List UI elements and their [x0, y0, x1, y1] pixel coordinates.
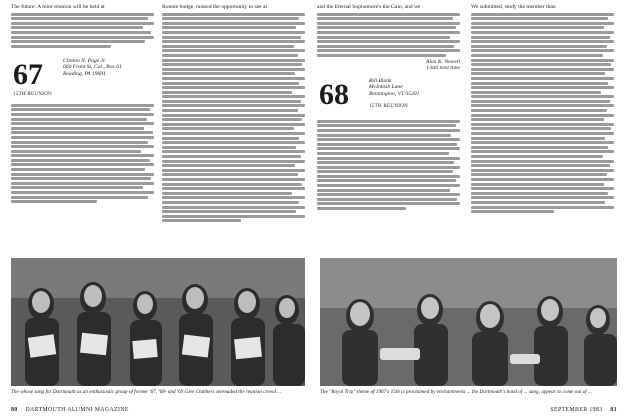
address-line: Bill Blank	[369, 77, 392, 84]
class-68-heading	[317, 76, 460, 116]
footer-right	[550, 407, 617, 413]
address-line: 660 Front St. Col., Box 61	[63, 64, 122, 71]
column-4	[471, 4, 614, 215]
class-number-68: 68	[319, 77, 349, 111]
page-number-left: 80	[11, 407, 18, 413]
column-3-text-block-b	[317, 120, 460, 210]
photo-caption-left: The whose song for Dartmouth as an enthusiastic group of former '67, '68- and '69 Glee Clubbers serenaded the reunion crowd ...	[11, 389, 282, 395]
signoff-name: Alan K. Newell	[425, 58, 460, 65]
column-2-text-block	[162, 13, 305, 223]
reunion-label-67: 15TH REUNION	[13, 91, 53, 97]
column-3-first-line: and the Eternal Sophomore's the Gain, and we	[317, 4, 421, 10]
signoff-line: Until next time	[426, 65, 460, 72]
royal-trip-photo-image	[320, 258, 617, 386]
class-67-heading	[11, 54, 154, 100]
signoff-text	[317, 59, 460, 72]
address-line: Clinton N. Page Jr.	[63, 57, 107, 64]
secretary-address-67	[63, 58, 122, 78]
column-1-text-block-a	[11, 13, 154, 48]
royal-trip-photo	[320, 258, 617, 386]
photo-caption-right: The "Royal Trip" theme of 1967's 15th is proclaimed by enchantments ... the Dartmouth's band of ... sung, appear to come out of ...	[320, 389, 592, 395]
class-number-67: 67	[13, 57, 43, 91]
column-4-text-block	[471, 13, 614, 214]
footer-left	[11, 407, 129, 413]
column-4-first-line: We submitted, study the member than	[471, 4, 556, 10]
column-3	[317, 4, 460, 212]
glee-club-photo-image	[11, 258, 305, 386]
column-2	[162, 4, 305, 224]
secretary-address-68	[369, 78, 419, 98]
page-number-right: 81	[610, 407, 617, 413]
column-3-text-block-a	[317, 13, 460, 57]
column-1-first-line: The future: A mini-reunion will be held at	[11, 4, 105, 10]
address-line: McIntosh Lane	[369, 84, 403, 91]
glee-club-photo	[11, 258, 305, 386]
reunion-label-68: 15TH REUNION	[369, 103, 409, 109]
magazine-title-left: DARTMOUTH ALUMNI MAGAZINE	[25, 407, 129, 413]
issue-date-right: SEPTEMBER 1983	[550, 407, 603, 413]
column-2-first-line: Ronnie budge, missed the opportunity to see at	[162, 4, 268, 10]
column-1-text-block-b	[11, 104, 154, 203]
column-1	[11, 4, 154, 205]
address-line: Bennington, VT 05201	[369, 90, 420, 97]
address-line: Reading, PA 19601	[63, 70, 106, 77]
